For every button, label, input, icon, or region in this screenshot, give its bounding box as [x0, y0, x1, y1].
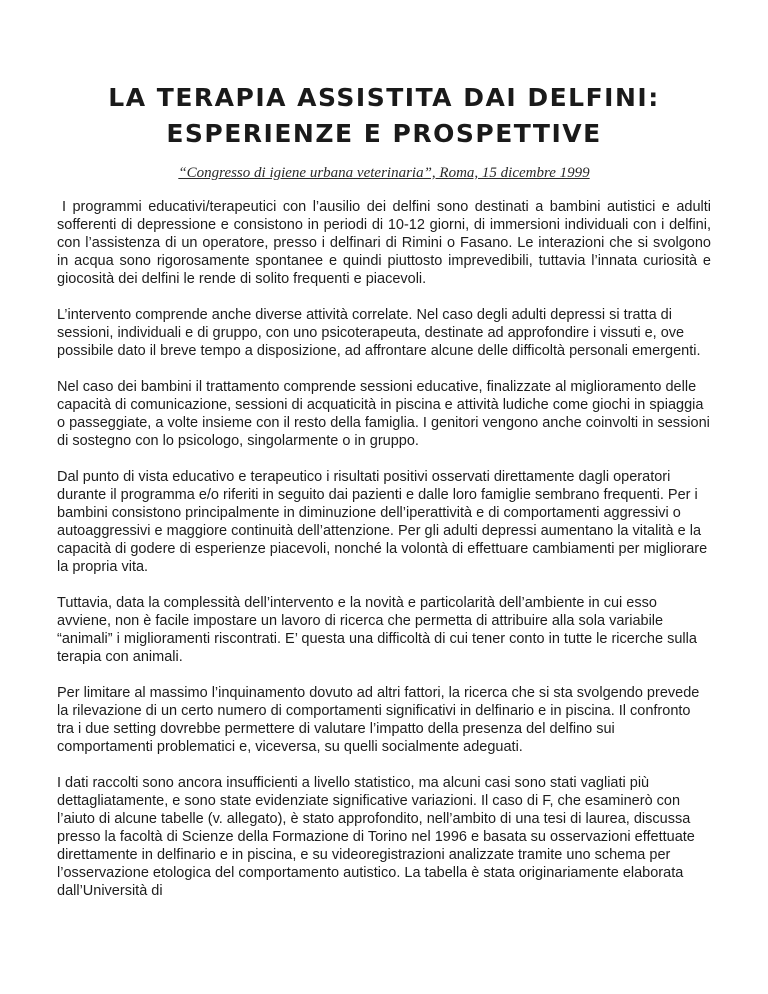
paragraph-research-method: Per limitare al massimo l’inquinamento dovuto ad altri fattori, la ricerca che si sta svolgendo prevede la rilevazione di un certo numero di comportamenti significativi in delfinario e in piscina. Il confronto tra i due setting dovrebbe permettere di valutare l’impatto della presenza del delfino sui comportamenti problematici e, viceversa, su quelli socialmente adeguati. [57, 685, 700, 755]
paragraph-research-difficulty: Tuttavia, data la complessità dell’intervento e la novità e particolarità dell’ambiente in cui esso avviene, non è facile impostare un lavoro di ricerca che permetta di attribuire alla sola variabile “animali” i miglioramenti riscontrati. E’ questa una difficoltà di cui tener conto in tutte le ricerche sulla terapia con animali. [57, 595, 697, 665]
paragraph-children-treatment: Nel caso dei bambini il trattamento comprende sessioni educative, finalizzate al miglioramento delle capacità di comunicazione, sessioni di acquaticità in piscina e attività ludiche come giochi in spiaggia o passeggiate, a volte insieme con il resto della famiglia. I genitori vengono anche coinvolti in sessioni di sostegno con lo psicologo, singolarmente o in gruppo. [57, 379, 710, 449]
document-subtitle [57, 164, 711, 182]
title-line-2: ESPERIENZE E PROSPETTIVE [166, 119, 602, 148]
paragraph-case-study: I dati raccolti sono ancora insufficienti a livello statistico, ma alcuni casi sono stati vagliati più dettagliatamente, e sono state evidenziate significative variazioni. Il caso di F, che esaminerò con l’aiuto di alcune tabelle (v. allegato), è stato approfondito, nell’ambito di una tesi di laurea, discussa presso la facoltà di Scienze della Formazione di Torino nel 1996 e basata su osservazioni effettuate direttamente in delfinario e in piscina, e su videoregistrazioni analizzate tramite uno schema per l’osservazione etologica del comportamento autistico. La tabella è stata originariamente elaborata dall’Università di [57, 775, 695, 899]
title-line-1: LA TERAPIA ASSISTITA DAI DELFINI: [108, 83, 660, 112]
document-body [57, 198, 711, 900]
paragraph-intro-programs: I programmi educativi/terapeutici con l’ausilio dei delfini sono destinati a bambini autistici e adulti sofferenti di depressione e consistono in periodi di 10-12 giorni, di immersioni individuali con i delfini, con l’assistenza di un operatore, presso i delfinari di Rimini o Fasano. Le interazioni che si svolgono in acqua sono rigorosamente spontanee e quindi piuttosto imprevedibili, tuttavia l’innata curiosità e giocosità dei delfini le rende di solito frequenti e piacevoli. [57, 199, 711, 287]
paragraph-related-activities: L’intervento comprende anche diverse attività correlate. Nel caso degli adulti depressi si tratta di sessioni, individuali e di gruppo, con uno psicoterapeuta, destinate ad approfondire i vissuti e, ove possibile dato il breve tempo a disposizione, ad affrontare alcune delle difficoltà personali emergenti. [57, 307, 701, 359]
paragraph-positive-results: Dal punto di vista educativo e terapeutico i risultati positivi osservati direttamente dagli operatori durante il programma e/o riferiti in seguito dai pazienti e dalle loro famiglie sembrano frequenti. Per i bambini consistono principalmente in diminuzione dell’iperattività e di comportamenti aggressivi o autoaggressivi e maggiore continuità dell’attenzione. Per gli adulti depressi aumentano la vitalità e la capacità di godere di esperienze piacevoli, nonché la volontà di effettuare cambiamenti per migliorare la propria vita. [57, 469, 708, 575]
document-title [57, 80, 711, 152]
subtitle-text: “Congresso di igiene urbana veterinaria”, Roma, 15 dicembre 1999 [178, 165, 590, 181]
